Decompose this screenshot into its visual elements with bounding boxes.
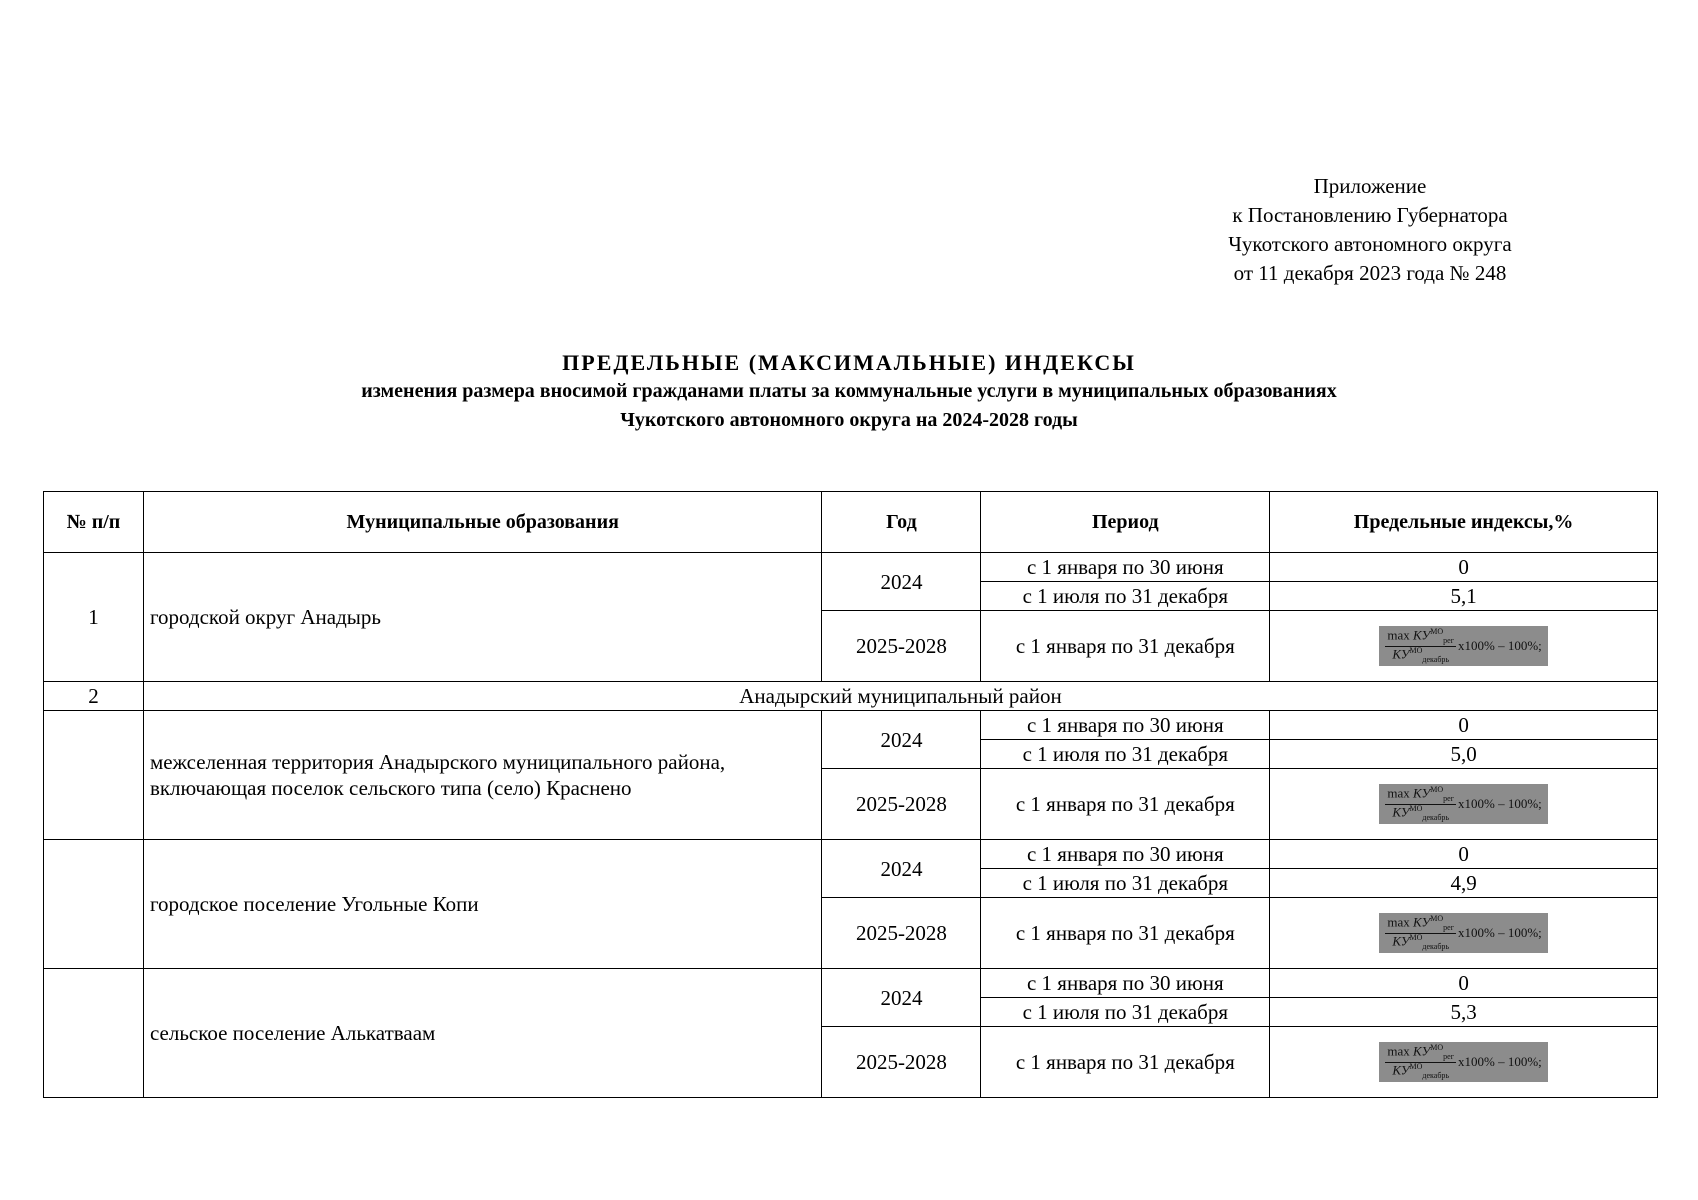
period-cell: с 1 января по 31 декабря: [981, 1027, 1270, 1098]
district-name: Анадырский муниципальный район: [143, 682, 1657, 711]
formula-ku: КУ: [1392, 803, 1410, 819]
appendix-line: Приложение: [1313, 174, 1427, 198]
table-row: [44, 969, 1658, 998]
formula-ku: КУ: [1392, 932, 1410, 948]
formula-mo: МО: [1409, 803, 1423, 813]
header-number: № п/п: [44, 492, 144, 553]
formula-december: декабрь: [1422, 654, 1450, 664]
formula-denominator: [1385, 647, 1456, 665]
period-cell: с 1 января по 31 декабря: [981, 611, 1270, 682]
formula-mo: МО: [1409, 645, 1423, 655]
year-cell: 2025-2028: [822, 1027, 981, 1098]
period-cell: с 1 января по 30 июня: [981, 969, 1270, 998]
index-formula-cell: [1270, 1027, 1658, 1098]
table-row: [44, 711, 1658, 740]
formula-rest: x100% – 100%;: [1458, 1053, 1542, 1069]
index-formula-cell: [1270, 898, 1658, 969]
formula-max: max: [1387, 785, 1410, 801]
period-cell: с 1 июля по 31 декабря: [981, 998, 1270, 1027]
formula-ku: КУ: [1413, 627, 1431, 643]
row-number: 2: [44, 682, 144, 711]
period-cell: с 1 января по 30 июня: [981, 553, 1270, 582]
row-number: [44, 711, 144, 840]
formula-denominator: [1385, 1063, 1456, 1081]
formula-reg: рег: [1443, 922, 1454, 932]
title-subtitle-line-1: изменения размера вносимой гражданами платы за коммунальные услуги в муниципальных образованиях: [361, 380, 1337, 402]
formula-rest: x100% – 100%;: [1458, 637, 1542, 653]
appendix-block: [1180, 172, 1560, 288]
index-formula-image: [1379, 1042, 1547, 1082]
year-cell: 2025-2028: [822, 611, 981, 682]
period-cell: с 1 января по 31 декабря: [981, 898, 1270, 969]
formula-mo: МО: [1430, 1042, 1444, 1052]
table-row: [44, 553, 1658, 582]
municipality-name: сельское поселение Алькатваам: [143, 969, 822, 1098]
row-number: [44, 969, 144, 1098]
formula-fraction: [1385, 786, 1456, 822]
index-formula-image: [1379, 784, 1547, 824]
table-row: [44, 840, 1658, 869]
year-cell: 2025-2028: [822, 898, 981, 969]
formula-mo: МО: [1430, 626, 1444, 636]
formula-max: max: [1387, 627, 1410, 643]
index-cell: 0: [1270, 840, 1658, 869]
formula-mo: МО: [1409, 932, 1423, 942]
formula-numerator: [1385, 628, 1456, 647]
formula-mo: МО: [1430, 784, 1444, 794]
formula-max: max: [1387, 1043, 1410, 1059]
year-cell: 2024: [822, 840, 981, 898]
formula-ku: КУ: [1413, 914, 1431, 930]
formula-fraction: [1385, 628, 1456, 664]
formula-fraction: [1385, 915, 1456, 951]
formula-numerator: [1385, 1044, 1456, 1063]
formula-reg: рег: [1443, 1051, 1454, 1061]
period-cell: с 1 июля по 31 декабря: [981, 740, 1270, 769]
appendix-line: Чукотского автономного округа: [1228, 232, 1512, 256]
index-formula-cell: [1270, 611, 1658, 682]
formula-numerator: [1385, 915, 1456, 934]
index-cell: 0: [1270, 711, 1658, 740]
row-number: 1: [44, 553, 144, 682]
year-cell: 2024: [822, 711, 981, 769]
index-cell: 5,3: [1270, 998, 1658, 1027]
formula-ku: КУ: [1413, 785, 1431, 801]
formula-denominator: [1385, 805, 1456, 823]
index-cell: 5,0: [1270, 740, 1658, 769]
index-cell: 0: [1270, 969, 1658, 998]
formula-max: max: [1387, 914, 1410, 930]
formula-ku: КУ: [1392, 645, 1410, 661]
appendix-line: к Постановлению Губернатора: [1232, 203, 1508, 227]
formula-fraction: [1385, 1044, 1456, 1080]
year-cell: 2024: [822, 553, 981, 611]
formula-numerator: [1385, 786, 1456, 805]
table-header-row: [44, 492, 1658, 553]
header-index: Предельные индексы,%: [1270, 492, 1658, 553]
period-cell: с 1 января по 30 июня: [981, 840, 1270, 869]
period-cell: с 1 июля по 31 декабря: [981, 582, 1270, 611]
index-cell: 5,1: [1270, 582, 1658, 611]
formula-mo: МО: [1430, 913, 1444, 923]
formula-denominator: [1385, 934, 1456, 952]
index-cell: 0: [1270, 553, 1658, 582]
municipality-name: межселенная территория Анадырского муниципального района, включающая поселок сельского типа (село) Краснено: [143, 711, 822, 840]
index-formula-cell: [1270, 769, 1658, 840]
formula-reg: рег: [1443, 793, 1454, 803]
row-number: [44, 840, 144, 969]
index-formula-image: [1379, 913, 1547, 953]
district-row: [44, 682, 1658, 711]
formula-reg: рег: [1443, 635, 1454, 645]
header-period: Период: [981, 492, 1270, 553]
header-municipality: Муниципальные образования: [143, 492, 822, 553]
period-cell: с 1 января по 30 июня: [981, 711, 1270, 740]
formula-december: декабрь: [1422, 941, 1450, 951]
period-cell: с 1 января по 31 декабря: [981, 769, 1270, 840]
municipality-name: городское поселение Угольные Копи: [143, 840, 822, 969]
year-cell: 2024: [822, 969, 981, 1027]
municipality-name: городской округ Анадырь: [143, 553, 822, 682]
formula-mo: МО: [1409, 1061, 1423, 1071]
header-year: Год: [822, 492, 981, 553]
formula-december: декабрь: [1422, 1070, 1450, 1080]
index-formula-image: [1379, 626, 1547, 666]
appendix-line: от 11 декабря 2023 года № 248: [1233, 261, 1507, 285]
title-main: ПРЕДЕЛЬНЫЕ (МАКСИМАЛЬНЫЕ) ИНДЕКСЫ: [562, 350, 1136, 375]
formula-december: декабрь: [1422, 812, 1450, 822]
title-subtitle-line-2: Чукотского автономного округа на 2024-2028 годы: [620, 409, 1078, 431]
formula-rest: x100% – 100%;: [1458, 924, 1542, 940]
formula-rest: x100% – 100%;: [1458, 795, 1542, 811]
index-cell: 4,9: [1270, 869, 1658, 898]
period-cell: с 1 июля по 31 декабря: [981, 869, 1270, 898]
formula-ku: КУ: [1392, 1061, 1410, 1077]
formula-ku: КУ: [1413, 1043, 1431, 1059]
document-title: [0, 348, 1698, 435]
year-cell: 2025-2028: [822, 769, 981, 840]
limits-table: [43, 491, 1658, 1098]
